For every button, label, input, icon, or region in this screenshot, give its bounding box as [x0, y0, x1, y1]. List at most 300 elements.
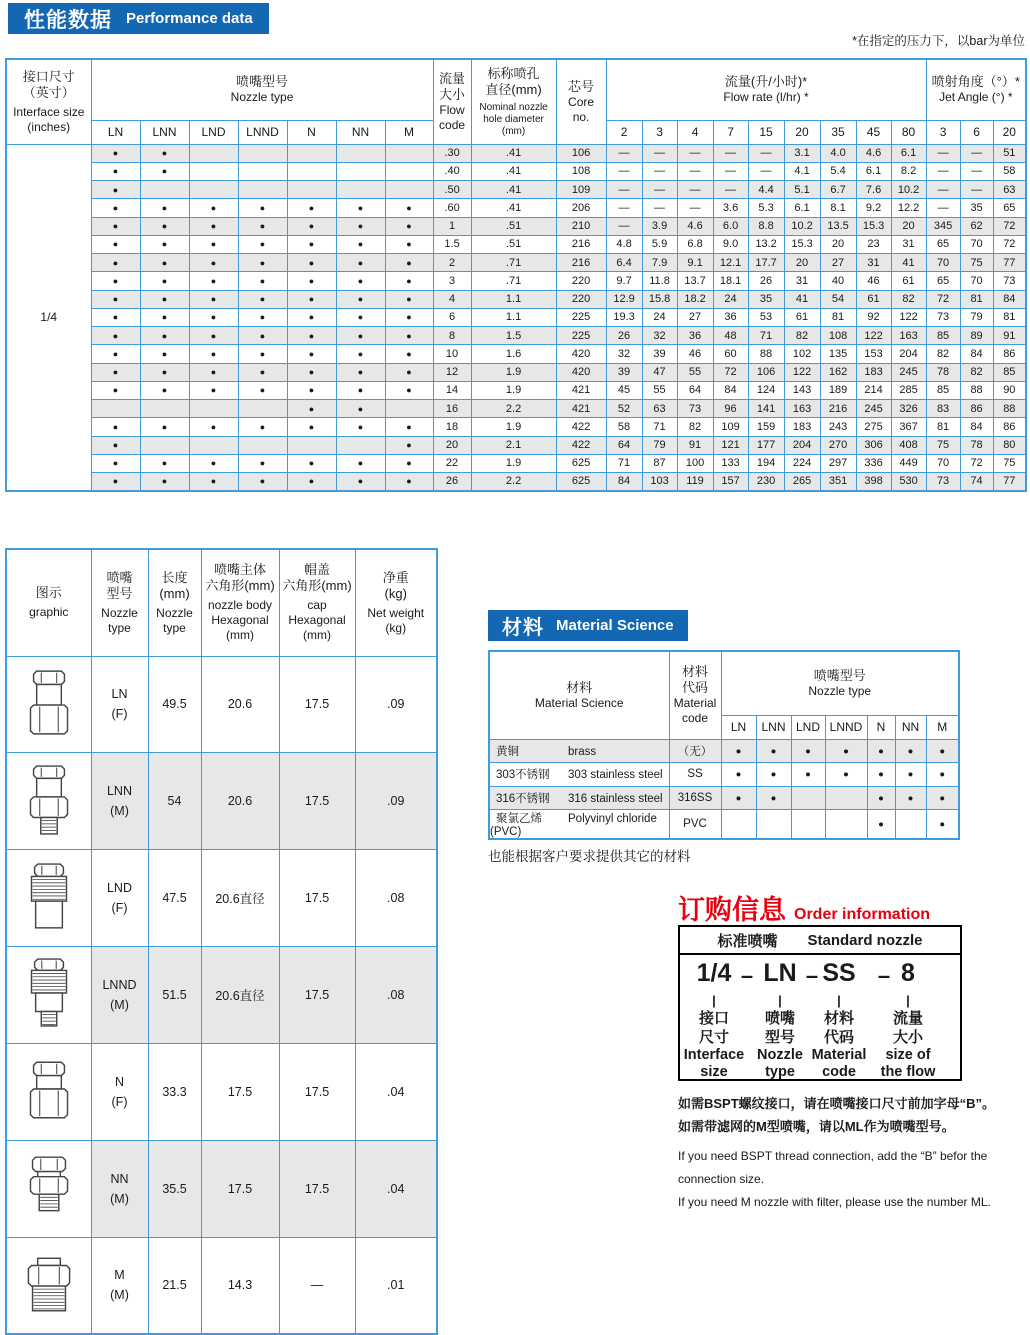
- flow-rate-cell: 275: [856, 418, 891, 436]
- dot-cell: [336, 400, 385, 418]
- nozzle-type-code: M: [114, 1268, 125, 1283]
- dot-cell: [287, 272, 336, 290]
- performance-row: [6, 181, 1026, 199]
- dot-icon: ●: [406, 275, 412, 286]
- dot-cell: [140, 400, 189, 418]
- flow-rate-cell: 40: [820, 272, 856, 290]
- jet-angle-cell: —: [926, 162, 960, 180]
- nozzle-col-header: LN: [721, 715, 756, 739]
- dot-cell: [756, 786, 791, 810]
- col-header-material: [489, 651, 669, 739]
- performance-row: [6, 473, 1026, 491]
- flow-rate-cell: —: [713, 162, 748, 180]
- dot-cell: [336, 181, 385, 199]
- jet-angle-cell: 84: [960, 345, 993, 363]
- nozzle-drawing-icon: [16, 667, 82, 739]
- net-weight-cell: .08: [355, 947, 437, 1044]
- dot-icon: ●: [161, 476, 168, 487]
- length-cell: 35.5: [148, 1140, 201, 1237]
- dot-cell: [287, 327, 336, 345]
- body-hex-cell: 17.5: [201, 1140, 279, 1237]
- jet-angle-cell: 88: [993, 400, 1026, 418]
- dot-cell: [385, 418, 433, 436]
- nozzle-drawing-icon: [16, 1151, 82, 1223]
- col-header-jet-angle: [926, 59, 1026, 120]
- jet-angle-cell: 75: [926, 436, 960, 454]
- flow-code-cell: 18: [433, 418, 471, 436]
- dot-icon: ●: [308, 257, 315, 268]
- dot-icon: ●: [878, 745, 884, 757]
- dot-cell: [385, 254, 433, 272]
- flow-rate-cell: 10.2: [784, 217, 820, 235]
- order-code-segment: 8: [901, 959, 915, 987]
- dot-cell: [385, 181, 433, 199]
- flow-rate-cell: 36: [677, 327, 713, 345]
- dot-icon: ●: [161, 312, 168, 323]
- dot-cell: [336, 199, 385, 217]
- label-line: 尺寸: [698, 1029, 729, 1046]
- dot-icon: ●: [357, 403, 364, 414]
- flow-rate-cell: —: [713, 181, 748, 199]
- header-text: 喷嘴: [106, 569, 133, 585]
- diameter-cell: 1.1: [471, 290, 556, 308]
- flow-rate-cell: 121: [713, 436, 748, 454]
- flow-rate-cell: —: [642, 162, 677, 180]
- dot-icon: ●: [357, 385, 364, 396]
- dot-cell: [867, 786, 895, 810]
- length-cell: 54: [148, 753, 201, 850]
- performance-data-banner: [8, 3, 269, 34]
- diameter-cell: .41: [471, 144, 556, 162]
- dot-icon: ●: [357, 348, 364, 359]
- flow-rate-cell: 26: [606, 327, 642, 345]
- dot-icon: ●: [406, 202, 412, 213]
- dot-icon: ●: [112, 239, 119, 250]
- dot-icon: ●: [161, 421, 168, 432]
- flow-rate-cell: 7.6: [856, 181, 891, 199]
- dot-icon: ●: [770, 769, 777, 781]
- flow-rate-cell: 306: [856, 436, 891, 454]
- header-text: 代码: [681, 680, 708, 696]
- dot-icon: ●: [112, 275, 119, 286]
- flow-rate-cell: 163: [784, 400, 820, 418]
- col-header-nozzle-type: [91, 59, 433, 120]
- dot-cell: [91, 290, 140, 308]
- jet-angle-cell: 73: [993, 272, 1026, 290]
- flow-code-cell: 3: [433, 272, 471, 290]
- dot-icon: ●: [161, 458, 168, 469]
- header-text: （英寸）: [22, 84, 75, 100]
- flow-rate-cell: 23: [856, 235, 891, 253]
- flow-code-cell: 6: [433, 308, 471, 326]
- dot-cell: [721, 763, 756, 787]
- dot-icon: ●: [308, 403, 315, 414]
- flow-code-cell: 26: [433, 473, 471, 491]
- header-text: (mm): [226, 628, 254, 643]
- flow-rate-cell: 6.8: [677, 235, 713, 253]
- dot-icon: ●: [112, 221, 119, 232]
- material-row: [489, 786, 959, 810]
- dot-cell: [287, 308, 336, 326]
- header-text: type: [108, 620, 131, 635]
- flow-rate-cell: 31: [856, 254, 891, 272]
- header-text: Jet Angle (°) *: [939, 90, 1013, 105]
- performance-row: [6, 290, 1026, 308]
- flow-rate-cell: —: [606, 217, 642, 235]
- col-header-cap-hex: [279, 549, 355, 656]
- jet-angle-cell: 88: [960, 381, 993, 399]
- flow-rate-cell: 133: [713, 454, 748, 472]
- flow-code-cell: 16: [433, 400, 471, 418]
- dot-cell: [140, 418, 189, 436]
- dimension-row: [6, 753, 437, 850]
- dot-cell: [336, 235, 385, 253]
- header-text: code: [439, 117, 466, 132]
- flow-rate-cell: 204: [891, 345, 926, 363]
- col-header-length: [148, 549, 201, 656]
- jet-angle-cell: 83: [926, 400, 960, 418]
- jet-angle-cell: 78: [960, 436, 993, 454]
- label-line: 接口: [698, 1010, 729, 1027]
- dot-icon: ●: [161, 239, 168, 250]
- jet-angle-cell: 91: [993, 327, 1026, 345]
- flow-rate-cell: 4.6: [856, 144, 891, 162]
- performance-row: [6, 345, 1026, 363]
- flow-rate-cell: 13.7: [677, 272, 713, 290]
- dot-icon: ●: [112, 458, 119, 469]
- flow-rate-cell: 100: [677, 454, 713, 472]
- dot-cell: [238, 181, 287, 199]
- dot-icon: ●: [161, 385, 168, 396]
- dot-icon: ●: [259, 458, 266, 469]
- flow-rate-cell: —: [713, 144, 748, 162]
- material-code-cell: SS: [669, 763, 721, 787]
- dot-icon: ●: [210, 202, 217, 213]
- dot-icon: ●: [735, 792, 742, 804]
- header-text: Nozzle: [101, 605, 138, 620]
- header-text: 长度: [161, 569, 188, 585]
- flow-rate-cell: 71: [748, 327, 784, 345]
- flow-rate-cell: 12.1: [713, 254, 748, 272]
- header-text: 接口尺寸: [22, 68, 75, 84]
- jet-angle-cell: 84: [960, 418, 993, 436]
- dot-cell: [791, 739, 825, 763]
- flow-rate-cell: 87: [642, 454, 677, 472]
- dot-cell: [189, 454, 238, 472]
- dot-cell: [287, 418, 336, 436]
- jet-angle-cell: 81: [926, 418, 960, 436]
- dot-cell: [140, 162, 189, 180]
- dot-cell: [91, 454, 140, 472]
- flow-rate-cell: 103: [642, 473, 677, 491]
- jet-angle-cell: 65: [993, 199, 1026, 217]
- dot-icon: ●: [843, 745, 849, 757]
- dot-cell: [91, 327, 140, 345]
- dot-cell: [140, 473, 189, 491]
- dot-icon: ●: [308, 458, 315, 469]
- dot-cell: [140, 181, 189, 199]
- flow-rate-cell: 13.5: [820, 217, 856, 235]
- dot-icon: ●: [878, 792, 884, 804]
- order-dash: –: [805, 963, 819, 988]
- jet-angle-cell: 85: [993, 363, 1026, 381]
- flow-rate-cell: 216: [820, 400, 856, 418]
- core-no-cell: 420: [556, 363, 606, 381]
- diameter-cell: 1.1: [471, 308, 556, 326]
- dimension-row: [6, 1140, 437, 1237]
- dot-cell: [825, 786, 867, 810]
- flow-rate-cell: 224: [784, 454, 820, 472]
- flow-rate-cell: 5.4: [820, 162, 856, 180]
- nozzle-gender: (M): [110, 1288, 129, 1303]
- pressure-col-header: 80: [891, 120, 926, 144]
- core-no-cell: 421: [556, 381, 606, 399]
- core-no-cell: 625: [556, 473, 606, 491]
- order-note-zh-2: 如需带滤网的M型喷嘴，请以ML作为喷嘴型号。: [678, 1119, 955, 1134]
- dot-icon: ●: [161, 166, 168, 177]
- dot-cell: [189, 418, 238, 436]
- dot-icon: ●: [308, 294, 315, 305]
- flow-code-cell: 2: [433, 254, 471, 272]
- dot-cell: [140, 363, 189, 381]
- dot-cell: [238, 363, 287, 381]
- flow-rate-cell: 27: [820, 254, 856, 272]
- performance-row: [6, 363, 1026, 381]
- dot-icon: ●: [259, 330, 266, 341]
- material-name-en: Polyvinyl chloride (PVC): [490, 813, 657, 839]
- dot-cell: [91, 272, 140, 290]
- header-text: (inches): [27, 119, 71, 134]
- header-text: Hexagonal: [211, 613, 269, 628]
- dot-icon: ●: [259, 221, 266, 232]
- jet-angle-cell: 80: [993, 436, 1026, 454]
- dot-cell: [189, 381, 238, 399]
- material-banner-en: Material Science: [556, 617, 674, 634]
- core-no-cell: 220: [556, 290, 606, 308]
- flow-rate-cell: 48: [713, 327, 748, 345]
- dot-cell: [721, 810, 756, 840]
- core-no-cell: 422: [556, 418, 606, 436]
- nozzle-col-header: LNND: [825, 715, 867, 739]
- nozzle-col-header: NN: [336, 120, 385, 144]
- flow-rate-cell: 230: [748, 473, 784, 491]
- flow-rate-cell: —: [642, 181, 677, 199]
- flow-rate-cell: 9.2: [856, 199, 891, 217]
- dot-cell: [336, 418, 385, 436]
- dot-icon: ●: [161, 221, 168, 232]
- dot-cell: [895, 763, 926, 787]
- dot-icon: ●: [406, 239, 412, 250]
- dot-cell: [385, 400, 433, 418]
- dot-icon: ●: [161, 148, 168, 159]
- flow-rate-cell: —: [748, 162, 784, 180]
- dot-cell: [825, 763, 867, 787]
- flow-rate-cell: 204: [784, 436, 820, 454]
- dot-cell: [721, 786, 756, 810]
- dot-icon: ●: [210, 458, 217, 469]
- dot-cell: [287, 381, 336, 399]
- dot-cell: [287, 235, 336, 253]
- label-line: type: [765, 1063, 795, 1080]
- dot-cell: [385, 162, 433, 180]
- flow-rate-cell: 47: [642, 363, 677, 381]
- order-information-title: [678, 888, 930, 927]
- nozzle-graphic-lnn: [6, 753, 91, 850]
- diameter-cell: .41: [471, 162, 556, 180]
- dot-icon: ●: [308, 202, 315, 213]
- dot-cell: [238, 199, 287, 217]
- header-text: 流量(升/小时)*: [724, 74, 808, 90]
- dot-icon: ●: [406, 294, 412, 305]
- flow-rate-cell: 106: [748, 363, 784, 381]
- core-no-cell: 210: [556, 217, 606, 235]
- material-science-banner: [488, 610, 688, 641]
- dot-cell: [385, 473, 433, 491]
- order-code-segment: 1/4: [696, 959, 732, 987]
- dot-cell: [756, 739, 791, 763]
- jet-angle-cell: 73: [926, 473, 960, 491]
- nozzle-col-header: N: [287, 120, 336, 144]
- nozzle-col-header: N: [867, 715, 895, 739]
- dot-icon: ●: [406, 458, 412, 469]
- dot-icon: ●: [308, 275, 315, 286]
- dot-cell: [91, 436, 140, 454]
- flow-rate-cell: 61: [784, 308, 820, 326]
- flow-rate-cell: 19.3: [606, 308, 642, 326]
- nozzle-drawing-icon: [16, 1054, 82, 1126]
- dot-cell: [287, 400, 336, 418]
- header-text: Flow: [439, 102, 465, 117]
- jet-angle-cell: 77: [993, 254, 1026, 272]
- dot-cell: [140, 327, 189, 345]
- core-no-cell: 220: [556, 272, 606, 290]
- jet-angle-cell: 72: [926, 290, 960, 308]
- dot-cell: [926, 763, 959, 787]
- dot-cell: [287, 290, 336, 308]
- pressure-col-header: 3: [642, 120, 677, 144]
- flow-rate-cell: 24: [642, 308, 677, 326]
- dot-icon: ●: [308, 348, 315, 359]
- jet-angle-cell: 85: [926, 327, 960, 345]
- dot-icon: ●: [161, 257, 168, 268]
- flow-rate-cell: —: [677, 144, 713, 162]
- performance-row: [6, 199, 1026, 217]
- dot-cell: [895, 786, 926, 810]
- nozzle-col-header: M: [926, 715, 959, 739]
- jet-angle-cell: 82: [926, 345, 960, 363]
- nozzle-graphic-m: [6, 1237, 91, 1334]
- dot-cell: [91, 199, 140, 217]
- header-text: Nozzle type: [808, 683, 872, 698]
- dot-icon: ●: [259, 294, 266, 305]
- jet-angle-cell: 75: [960, 254, 993, 272]
- dot-icon: ●: [210, 294, 217, 305]
- jet-angle-cell: 72: [960, 454, 993, 472]
- cap-hex-cell: —: [279, 1237, 355, 1334]
- dot-cell: [140, 272, 189, 290]
- jet-angle-cell: 86: [960, 400, 993, 418]
- dot-icon: ●: [770, 745, 777, 757]
- cap-hex-cell: 17.5: [279, 1043, 355, 1140]
- diameter-cell: .51: [471, 235, 556, 253]
- flow-rate-cell: 4.0: [820, 144, 856, 162]
- material-row: [489, 810, 959, 840]
- order-code-segment: SS: [822, 959, 856, 987]
- flow-rate-cell: 92: [856, 308, 891, 326]
- flow-rate-cell: —: [606, 144, 642, 162]
- dot-cell: [189, 235, 238, 253]
- flow-rate-cell: 82: [891, 290, 926, 308]
- dot-cell: [189, 162, 238, 180]
- nozzle-type-cell: [91, 947, 148, 1044]
- nozzle-graphic-lnd: [6, 850, 91, 947]
- dot-cell: [140, 217, 189, 235]
- order-connector-bar: |: [837, 993, 841, 1008]
- flow-rate-cell: 41: [891, 254, 926, 272]
- length-cell: 51.5: [148, 947, 201, 1044]
- diameter-cell: .51: [471, 217, 556, 235]
- flow-rate-cell: 73: [677, 400, 713, 418]
- order-note-en-1: If you need BSPT thread connection, add the “B” befor the connection size.: [678, 1149, 988, 1186]
- performance-row: [6, 254, 1026, 272]
- flow-rate-cell: 84: [606, 473, 642, 491]
- flow-rate-cell: 71: [642, 418, 677, 436]
- nozzle-col-header: LNND: [238, 120, 287, 144]
- jet-angle-cell: 70: [960, 235, 993, 253]
- dot-icon: ●: [357, 458, 364, 469]
- material-name-cell: [489, 739, 669, 763]
- dot-cell: [385, 235, 433, 253]
- jet-angle-cell: 81: [993, 308, 1026, 326]
- dot-icon: ●: [210, 421, 217, 432]
- performance-row: [6, 308, 1026, 326]
- flow-rate-cell: 15.3: [856, 217, 891, 235]
- flow-rate-cell: 64: [606, 436, 642, 454]
- pressure-col-header: 45: [856, 120, 891, 144]
- flow-rate-cell: 124: [748, 381, 784, 399]
- diameter-cell: .41: [471, 199, 556, 217]
- diameter-cell: 1.9: [471, 381, 556, 399]
- net-weight-cell: .04: [355, 1140, 437, 1237]
- nozzle-type-code: NN: [110, 1171, 129, 1186]
- label-line: 喷嘴: [764, 1010, 795, 1027]
- core-no-cell: 225: [556, 327, 606, 345]
- header-text: Interface size: [13, 104, 85, 119]
- dot-cell: [336, 272, 385, 290]
- dot-icon: ●: [210, 385, 217, 396]
- dot-icon: ●: [878, 819, 884, 831]
- banner-title-en: Performance data: [126, 10, 253, 27]
- flow-rate-cell: 351: [820, 473, 856, 491]
- header-text: Nozzle type: [230, 90, 294, 105]
- dot-cell: [336, 345, 385, 363]
- dot-cell: [385, 144, 433, 162]
- flow-rate-cell: 27: [677, 308, 713, 326]
- flow-rate-cell: 214: [856, 381, 891, 399]
- label-line: Nozzle: [757, 1047, 803, 1063]
- dot-icon: ●: [308, 367, 315, 378]
- dot-cell: [287, 217, 336, 235]
- dot-icon: ●: [112, 367, 119, 378]
- dot-cell: [287, 181, 336, 199]
- dot-icon: ●: [112, 184, 119, 195]
- dot-cell: [336, 254, 385, 272]
- dot-icon: ●: [939, 769, 946, 781]
- body-hex-cell: 20.6: [201, 656, 279, 753]
- body-hex-cell: 14.3: [201, 1237, 279, 1334]
- material-name-en: brass: [568, 745, 597, 758]
- dot-icon: ●: [210, 330, 217, 341]
